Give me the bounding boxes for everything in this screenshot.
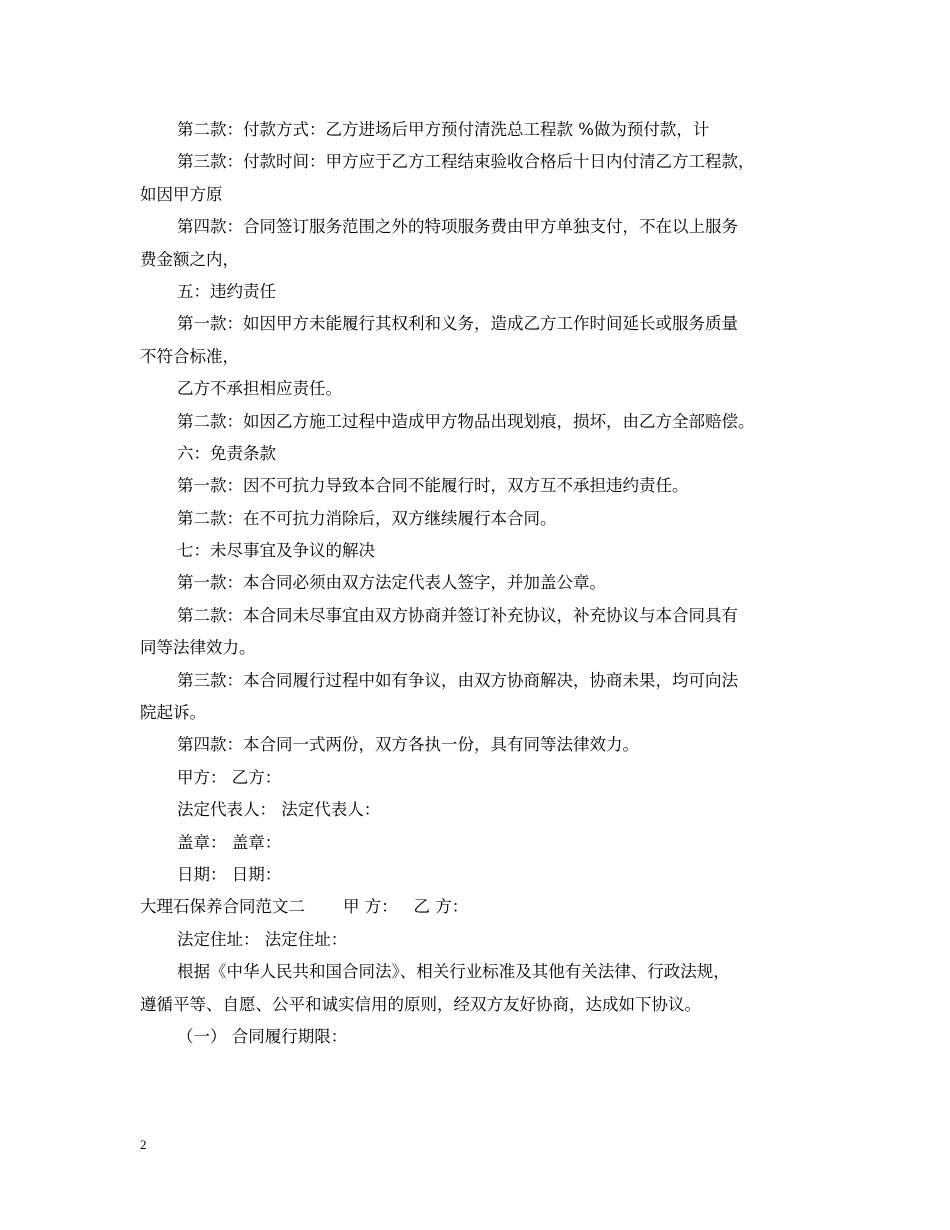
paragraph-line: 六：免责条款 xyxy=(177,443,276,463)
page-number: 2 xyxy=(140,1137,147,1152)
paragraph-line: 法定住址： 法定住址： xyxy=(177,929,348,949)
paragraph-line: 第一款：因不可抗力导致本合同不能履行时，双方互不承担违约责任。 xyxy=(177,476,689,496)
paragraph-line: 法定代表人： 法定代表人： xyxy=(177,800,381,820)
paragraph-line: 遵循平等、自愿、公平和诚实信用的原则，经双方友好协商，达成如下协议。 xyxy=(140,994,701,1014)
paragraph-line: 第四款：本合同一式两份，双方各执一份，具有同等法律效力。 xyxy=(177,735,639,755)
paragraph-line: 盖章： 盖章： xyxy=(177,832,282,852)
paragraph-line: 院起诉。 xyxy=(140,703,206,723)
party-a-label: 甲 方： xyxy=(343,897,398,917)
paragraph-line: 五：违约责任 xyxy=(177,281,276,301)
paragraph-line: （一） 合同履行期限： xyxy=(177,1026,348,1046)
paragraph-line: 第二款：本合同未尽事宜由双方协商并签订补充协议，补充协议与本合同具有 xyxy=(177,605,738,625)
paragraph-line: 第三款：付款时间：甲方应于乙方工程结束验收合格后十日内付清乙方工程款， xyxy=(177,152,755,172)
paragraph-line: 第二款：付款方式：乙方进场后甲方预付清洗总工程款 %做为预付款，计 xyxy=(177,120,710,139)
contract-title: 大理石保养合同范文二 xyxy=(140,897,305,917)
paragraph-line: 如因甲方原 xyxy=(140,184,223,204)
paragraph-line: 七：未尽事宜及争议的解决 xyxy=(177,541,375,561)
paragraph-line: 不符合标准， xyxy=(140,346,239,366)
paragraph-line: 费金额之内， xyxy=(140,249,239,269)
paragraph-line: 第二款：如因乙方施工过程中造成甲方物品出现划痕，损坏，由乙方全部赔偿。 xyxy=(177,411,755,431)
paragraph-line: 日期： 日期： xyxy=(177,864,282,884)
document-body xyxy=(140,114,830,1053)
paragraph-line: 第三款：本合同履行过程中如有争议，由双方协商解决，协商未果，均可向法 xyxy=(177,670,738,690)
paragraph-line: 同等法律效力。 xyxy=(140,638,256,658)
paragraph-line: 第二款：在不可抗力消除后，双方继续履行本合同。 xyxy=(177,508,557,528)
paragraph-line: 甲方： 乙方： xyxy=(177,767,282,787)
contract-title-line xyxy=(140,891,830,923)
paragraph-line: 根据《中华人民共和国合同法》、相关行业标准及其他有关法律、行政法规， xyxy=(177,962,730,982)
paragraph-line: 第四款：合同签订服务范围之外的特项服务费由甲方单独支付，不在以上服务 xyxy=(177,217,738,237)
contract-clauses xyxy=(140,114,830,891)
contract-preamble xyxy=(140,924,830,1054)
party-b-label: 乙 方： xyxy=(413,897,469,917)
paragraph-line: 乙方不承担相应责任。 xyxy=(177,379,342,399)
paragraph-line: 第一款：如因甲方未能履行其权利和义务，造成乙方工作时间延长或服务质量 xyxy=(177,314,738,334)
paragraph-line: 第一款：本合同必须由双方法定代表人签字，并加盖公章。 xyxy=(177,573,606,593)
